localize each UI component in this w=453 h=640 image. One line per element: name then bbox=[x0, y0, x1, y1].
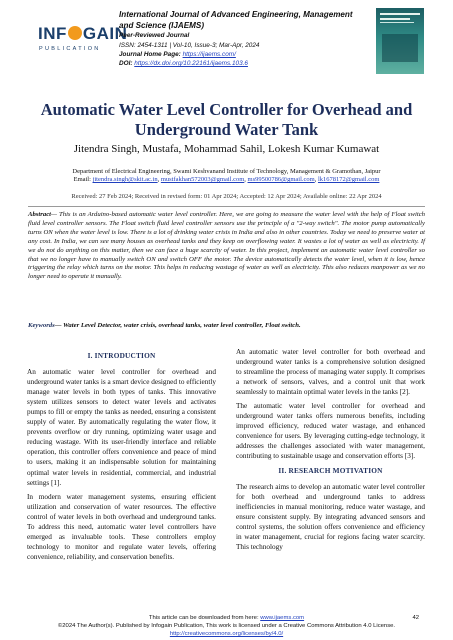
paragraph: The research aims to develop an automatic water level controller for both overhead and underground tanks to address inefficiencies in manual monitoring, reduce water wastage, and ensure consistent supply. By integrating advanced sensors and control systems, the solution offers convenience and efficiency in water management, crucial for regions facing water scarcity. This technology bbox=[236, 482, 425, 551]
received-dates: Received: 27 Feb 2024; Received in revised form: 01 Apr 2024; Accepted: 12 Apr 2024; Available online: 22 Apr 2024 bbox=[71, 193, 382, 200]
keywords bbox=[28, 322, 425, 331]
email-line: Email: jitendra.singh@skit.ac.in, mustfakhan572003@gmail.com, ms99500786@gmail.com, lk1678172@gmail.com bbox=[73, 176, 380, 184]
affiliation: Department of Electrical Engineering, Swami Keshvanand Institute of Technology, Management & Gramothan, Jaipur bbox=[72, 168, 381, 175]
journal-title: International Journal of Advanced Engineering, Management and Science (IJAEMS) bbox=[119, 10, 353, 30]
section-heading-research-motivation: II. RESEARCH MOTIVATION bbox=[278, 465, 383, 475]
issn-line: ISSN: 2454-1311 | Vol-10, Issue-3; Mar-Apr, 2024 bbox=[119, 41, 260, 49]
license-link[interactable]: http://creativecommons.org/licenses/by/4.0/ bbox=[169, 631, 284, 638]
journal-info bbox=[119, 10, 369, 69]
journal-homepage: Journal Home Page: https://ijaems.com/ bbox=[119, 51, 236, 58]
abstract bbox=[28, 211, 425, 282]
email-link[interactable]: mustfakhan572003@gmail.com bbox=[160, 176, 245, 184]
journal-header bbox=[28, 8, 425, 90]
right-column bbox=[236, 347, 425, 556]
abstract-label: Abstract bbox=[28, 211, 52, 218]
section-heading-introduction: I. INTRODUCTION bbox=[87, 351, 156, 360]
doi-link[interactable]: https://dx.doi.org/10.22161/ijaems.103.6 bbox=[134, 60, 248, 68]
paper-title: Automatic Water Level Controller for Overhead and Underground Water Tank bbox=[40, 100, 413, 139]
page-footer bbox=[20, 614, 433, 639]
paragraph: An automatic water level controller for both overhead and underground water tanks is a comprehensive solution designed to streamline the process of managing water supply. It comprises a network of sensors, valves, and a control unit that work seamlessly to maintain optimal water levels in the tanks [2]. bbox=[236, 348, 425, 397]
divider bbox=[28, 206, 425, 207]
website-link[interactable]: www.ijaems.com bbox=[260, 615, 305, 621]
abstract-text: — This is an Arduino-based automatic water level controller. Here, we are going to measure the water level with the help of Float switch fluid level controller sensors. The Float switch fluid level controller sensors use the principle of a "2-way switch". The motor pump automatically turns ON when the water level is low. There is a lot of drinking water crisis in India and also in other countries. Today we need to preserve water at any cost. In India, we can see many houses as overhead tanks and they keep on overflowing water. It wastes a lot of water as well as electricity. If we do not do anything on this matter, then we can face a huge scarcity of water. In this project, implement an automatic water level controller so that we no longer have to manually switch ON and switch OFF the motor. The device automatically detects the water level, when it is low, hence triggering the relay which turns on the motor. This helps in reducing wastage of water as well as electricity. This also reduces manpower as we no longer need to operate it manually. bbox=[28, 211, 425, 281]
paragraph: An automatic water level controller for overhead and underground water tanks is a smart device designed to efficiently manage water levels in both types of tanks. This innovative system utilizes sensors to detect water levels and activates pumps to fill or empty the tanks as needed, ensuring a consistent supply of water. By automatically regulating the water flow, it prevents overflow or dry running, optimizing water usage and reducing wastage. With its user-friendly interface and reliable operation, this controller offers convenience and peace of mind to users, making it an indispensable solution for maintaining optimal water levels in residential, commercial, and industrial settings [1]. bbox=[27, 368, 216, 487]
footer-license: ©2024 The Author(s). Published by Infogain Publication, This work is licensed under a Creative Commons Attribution 4.0 License. bbox=[57, 623, 396, 630]
email-link[interactable]: lk1678172@gmail.com bbox=[317, 176, 380, 184]
keywords-label: Keywords bbox=[28, 322, 55, 329]
paper-authors: Jitendra Singh, Mustafa, Mohammad Sahil, Lokesh Kumar Kumawat bbox=[73, 143, 380, 155]
logo-globe-icon bbox=[68, 26, 82, 40]
email-link[interactable]: ms99500786@gmail.com bbox=[247, 176, 315, 184]
affiliation-block bbox=[20, 168, 433, 185]
page-number: 42 bbox=[412, 615, 419, 621]
journal-cover-thumbnail bbox=[376, 8, 424, 74]
left-column bbox=[27, 347, 216, 566]
keywords-text: — Water Level Detector, water crisis, overhead tanks, water level controller, Float switch. bbox=[54, 322, 301, 329]
peer-reviewed-label: Peer-Reviewed Journal bbox=[119, 32, 190, 40]
homepage-link[interactable]: https://ijaems.com/ bbox=[182, 51, 236, 58]
paragraph: In modern water management systems, ensuring efficient utilization and conservation of water resources. The effective control of water levels in both overhead and underground tanks. To address this need, automatic water level controllers have emerged as invaluable tools. These controllers employ technology to monitor and regulate water levels, offering convenience, reliability, and conservation benefits. bbox=[27, 492, 216, 561]
email-link[interactable]: jitendra.singh@skit.ac.in bbox=[92, 176, 158, 184]
paragraph: The automatic water level controller for overhead and underground water tanks offers numerous benefits, including improved efficiency, reduced water wastage, and enhanced convenience for users. By leveraging cutting-edge technology, it addresses the challenges associated with water management, contributing to sustainable usage and conservation efforts [3]. bbox=[236, 402, 425, 461]
footer-download-line: This article can be downloaded from here: www.ijaems.com bbox=[148, 615, 305, 621]
doi-line: DOI: https://dx.doi.org/10.22161/ijaems.103.6 bbox=[119, 60, 248, 68]
logo-subtitle: PUBLICATION bbox=[39, 46, 101, 52]
infogain-logo bbox=[38, 24, 128, 68]
logo-wordmark: INF GAIN bbox=[38, 24, 128, 43]
footer-license-link-line bbox=[20, 630, 433, 638]
